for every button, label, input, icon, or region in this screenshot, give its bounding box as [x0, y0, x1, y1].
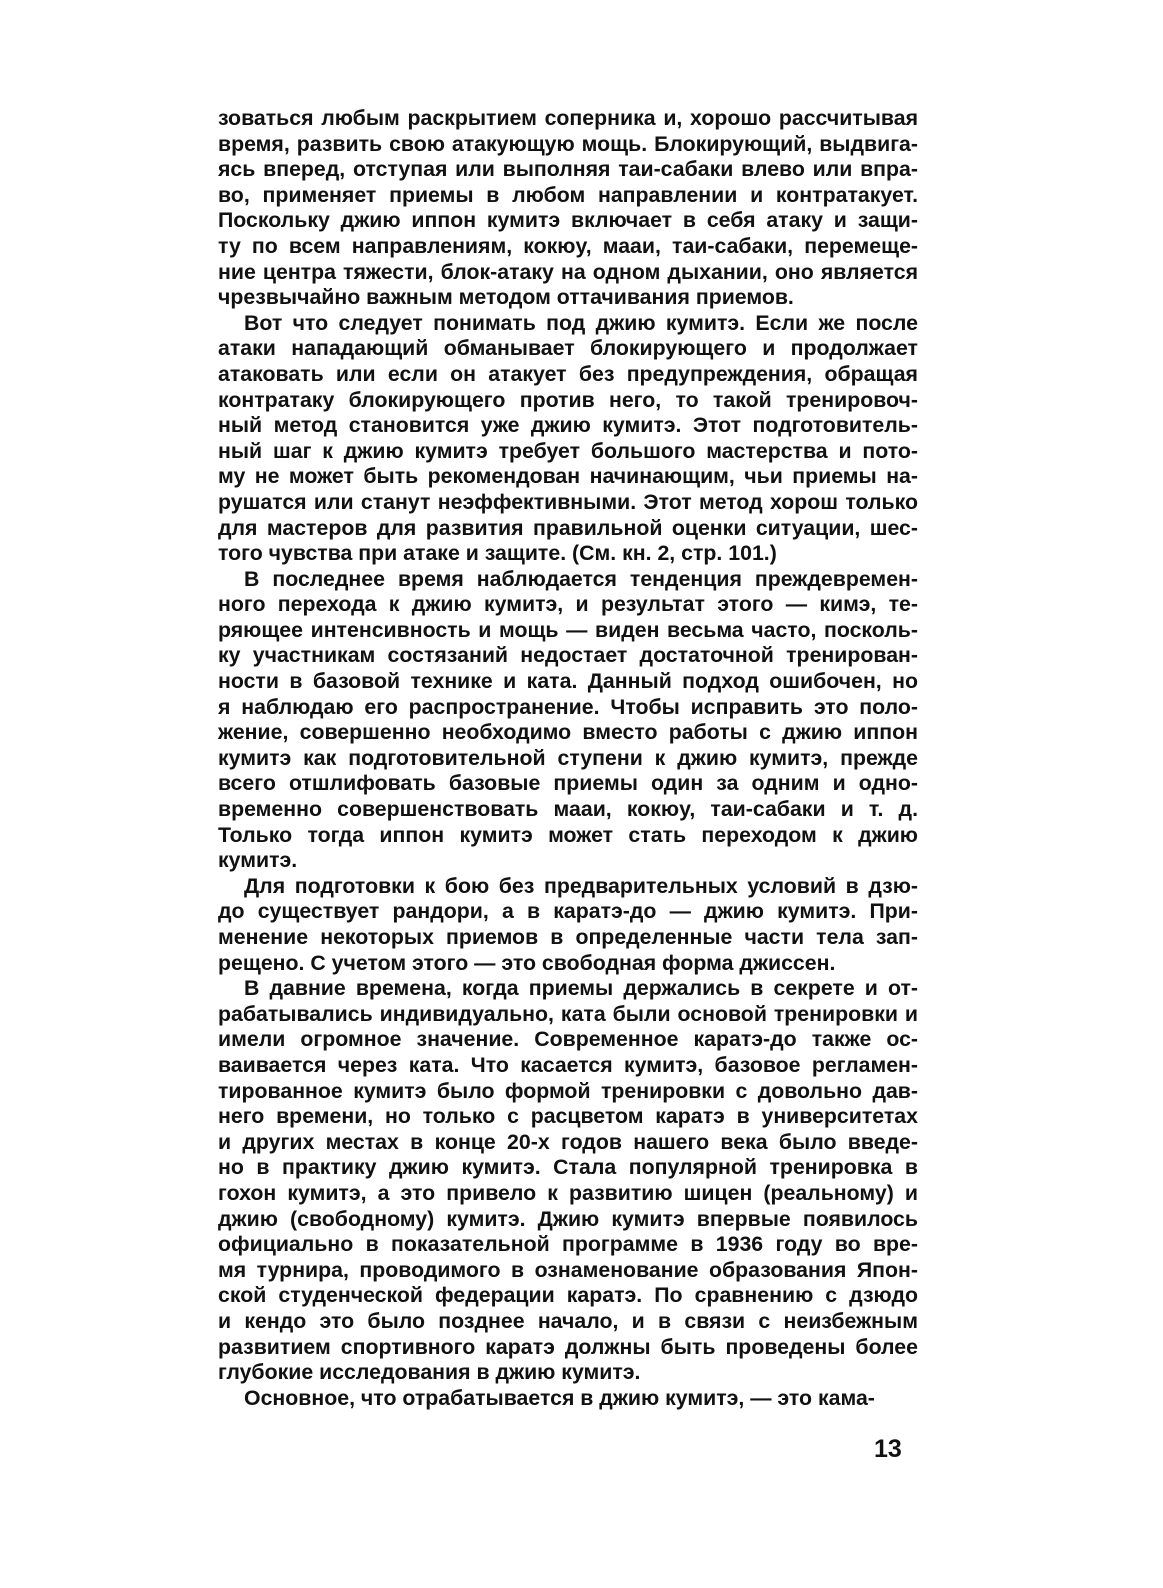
- text-line: я наблюдаю его распространение. Чтобы исправить это поло-: [218, 694, 918, 719]
- text-line: ку участникам состязаний недостает достаточной тренирован-: [218, 643, 918, 668]
- text-line: Основное, что отрабатывается в джию кумитэ, — это кама-: [244, 1385, 875, 1410]
- body-text: [218, 106, 918, 1411]
- text-line: контратаку блокирующего против него, то такой тренировоч-: [218, 387, 918, 412]
- text-line: ние центра тяжести, блок-атаку на одном дыхании, оно является: [218, 259, 918, 284]
- text-line: рабатывались индивидуально, ката были основой тренировки и: [218, 1001, 918, 1026]
- text-line: В последнее время наблюдается тенденция преждевремен-: [244, 566, 918, 591]
- text-line: рещено. С учетом этого — это свободная форма джиссен.: [218, 950, 836, 975]
- page-number: 13: [874, 1435, 902, 1463]
- text-line: время, развить свою атакующую мощь. Блокирующий, выдвига-: [218, 131, 918, 156]
- text-line: ваивается через ката. Что касается кумитэ, базовое регламен-: [218, 1052, 918, 1077]
- text-line: для мастеров для развития правильной оценки ситуации, шес-: [218, 515, 918, 540]
- text-line: ской студенческой федерации каратэ. По сравнению с дзюдо: [218, 1283, 918, 1308]
- text-line: имели огромное значение. Современное каратэ-до также ос-: [218, 1027, 918, 1052]
- paragraph: [218, 1386, 918, 1412]
- text-line: Только тогда иппон кумитэ может стать переходом к джию: [218, 822, 918, 847]
- text-line: Вот что следует понимать под джию кумитэ. Если же после: [244, 310, 918, 335]
- text-line: ряющее интенсивность и мощь — виден весьма часто, посколь-: [218, 617, 918, 642]
- text-line: глубокие исследования в джию кумитэ.: [218, 1360, 641, 1385]
- text-line: ности в базовой технике и ката. Данный подход ошибочен, но: [218, 669, 918, 694]
- text-line: ного перехода к джию кумитэ, и результат этого — кимэ, те-: [218, 592, 918, 617]
- text-line: но в практику джию кумитэ. Стала популярной тренировка в: [218, 1155, 918, 1180]
- text-line: него времени, но только с расцветом каратэ в университетах: [218, 1104, 918, 1129]
- text-line: мя турнира, проводимого в ознаменование образования Япон-: [218, 1257, 918, 1282]
- text-line: официально в показательной программе в 1936 году во вре-: [218, 1232, 918, 1257]
- paragraph: [218, 106, 918, 311]
- text-line: му не может быть рекомендован начинающим, чьи приемы на-: [218, 464, 918, 489]
- text-line: ный метод становится уже джию кумитэ. Этот подготовитель-: [218, 413, 918, 438]
- text-line: ясь вперед, отступая или выполняя таи-сабаки влево или впра-: [218, 157, 918, 182]
- text-line: ту по всем направлениям, кокюу, мааи, таи-сабаки, перемеще-: [218, 233, 918, 258]
- text-line: тированное кумитэ было формой тренировки с довольно дав-: [218, 1078, 918, 1103]
- text-line: во, применяет приемы в любом направлении и контратакует.: [218, 182, 918, 207]
- paragraph: [218, 976, 918, 1386]
- text-line: джию (свободному) кумитэ. Джию кумитэ впервые появилось: [218, 1206, 918, 1231]
- text-line: того чувства при атаке и защите. (См. кн. 2, стр. 101.): [218, 541, 777, 566]
- text-line: и кендо это было позднее начало, и в связи с неизбежным: [218, 1308, 918, 1333]
- text-line: развитием спортивного каратэ должны быть проведены более: [218, 1334, 918, 1359]
- text-line: до существует рандори, а в каратэ-до — джию кумитэ. При-: [218, 899, 918, 924]
- paragraph: [218, 311, 918, 567]
- text-line: всего отшлифовать базовые приемы один за одним и одно-: [218, 771, 918, 796]
- text-line: временно совершенствовать мааи, кокюу, таи-сабаки и т. д.: [218, 797, 918, 822]
- text-line: жение, совершенно необходимо вместо работы с джию иппон: [218, 720, 918, 745]
- text-line: и других местах в конце 20-х годов нашего века было введе-: [218, 1129, 918, 1154]
- text-line: кумитэ как подготовительной ступени к джию кумитэ, прежде: [218, 745, 918, 770]
- paragraph: [218, 874, 918, 976]
- text-line: Поскольку джию иппон кумитэ включает в себя атаку и защи-: [218, 208, 918, 233]
- paragraph: [218, 567, 918, 874]
- text-line: Для подготовки к бою без предварительных условий в дзю-: [244, 873, 918, 898]
- text-line: ный шаг к джию кумитэ требует большого мастерства и пото-: [218, 438, 918, 463]
- text-line: рушатся или станут неэффективными. Этот метод хорош только: [218, 489, 918, 514]
- text-line: В давние времена, когда приемы держались в секрете и от-: [244, 976, 918, 1001]
- text-line: чрезвычайно важным методом оттачивания приемов.: [218, 285, 794, 310]
- text-line: атаковать или если он атакует без предупреждения, обращая: [218, 361, 918, 386]
- text-line: зоваться любым раскрытием соперника и, хорошо рассчитывая: [218, 106, 918, 130]
- text-line: менение некоторых приемов в определенные части тела зап-: [218, 925, 918, 949]
- text-line: кумитэ.: [218, 848, 298, 873]
- text-line: гохон кумитэ, а это привело к развитию шицен (реальному) и: [218, 1180, 918, 1205]
- text-line: атаки нападающий обманывает блокирующего и продолжает: [218, 336, 918, 361]
